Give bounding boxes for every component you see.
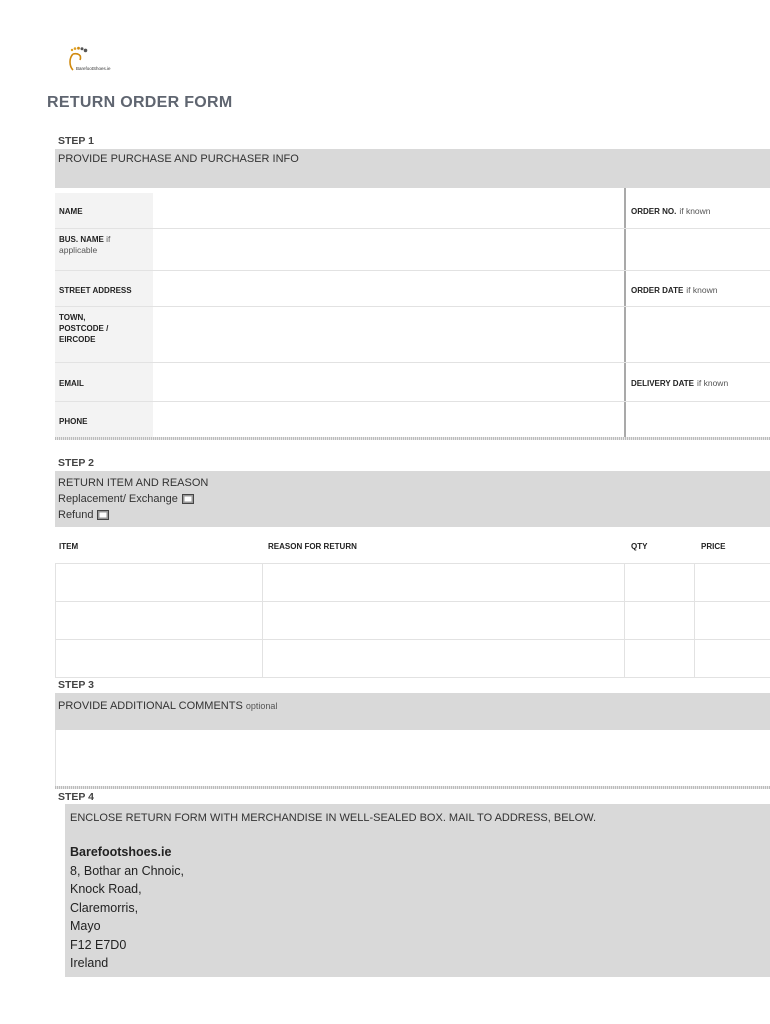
replacement-checkbox[interactable] bbox=[182, 494, 194, 504]
footprint-logo-icon bbox=[62, 44, 132, 78]
step2-header-band bbox=[55, 471, 770, 527]
bus-name-field[interactable] bbox=[153, 229, 623, 270]
reason-column-header: REASON FOR RETURN bbox=[268, 542, 357, 551]
phone-label: PHONE bbox=[59, 417, 88, 426]
qty-cell[interactable] bbox=[625, 602, 694, 639]
qty-cell[interactable] bbox=[625, 640, 694, 677]
step3-heading-note: optional bbox=[245, 701, 278, 711]
step4-instruction: ENCLOSE RETURN FORM WITH MERCHANDISE IN WELL-SEALED BOX. MAIL TO ADDRESS, BELOW. bbox=[70, 812, 597, 824]
name-field[interactable] bbox=[153, 193, 623, 228]
section-divider bbox=[55, 786, 770, 789]
order-no-note: if known bbox=[679, 206, 711, 216]
eircode-label-line: EIRCODE bbox=[59, 335, 96, 344]
price-cell[interactable] bbox=[695, 564, 770, 601]
street-address-label: STREET ADDRESS bbox=[59, 286, 132, 295]
address-line: 8, Bothar an Chnoic, bbox=[70, 863, 184, 878]
step1-label: STEP 1 bbox=[58, 135, 94, 147]
replacement-label: Replacement/ Exchange bbox=[58, 493, 178, 505]
bus-name-label-text: BUS. NAME bbox=[59, 235, 104, 244]
item-cell[interactable] bbox=[56, 640, 262, 677]
qty-cell[interactable] bbox=[625, 564, 694, 601]
address-line: Mayo bbox=[70, 919, 101, 933]
order-no-field[interactable] bbox=[626, 228, 770, 270]
step3-heading: PROVIDE ADDITIONAL COMMENTS bbox=[58, 700, 243, 712]
reason-cell[interactable] bbox=[263, 640, 624, 677]
delivery-date-note: if known bbox=[696, 378, 729, 388]
delivery-date-label bbox=[631, 378, 728, 388]
step2-heading: RETURN ITEM AND REASON bbox=[58, 477, 209, 489]
step3-header-band bbox=[55, 693, 770, 730]
address-line: Ireland bbox=[70, 956, 109, 970]
refund-checkbox[interactable] bbox=[97, 510, 109, 520]
address-line: F12 E7D0 bbox=[70, 937, 127, 952]
bus-name-label bbox=[59, 234, 149, 256]
postcode-label-line: POSTCODE / bbox=[59, 324, 109, 333]
delivery-date-label-text: DELIVERY DATE bbox=[631, 379, 694, 388]
reason-cell[interactable] bbox=[263, 564, 624, 601]
order-date-field[interactable] bbox=[626, 306, 770, 362]
price-cell[interactable] bbox=[695, 640, 770, 677]
page-title: RETURN ORDER FORM bbox=[47, 94, 233, 111]
name-label: NAME bbox=[59, 207, 83, 216]
step2-label: STEP 2 bbox=[58, 457, 94, 469]
order-date-note: if known bbox=[686, 285, 718, 295]
order-date-label-text: ORDER DATE bbox=[631, 286, 684, 295]
address-company: Barefootshoes.ie bbox=[70, 845, 172, 859]
item-column-header: ITEM bbox=[59, 542, 79, 551]
table-row-divider bbox=[55, 677, 770, 678]
delivery-date-field[interactable] bbox=[626, 402, 770, 438]
street-address-field[interactable] bbox=[153, 271, 623, 306]
email-label: EMAIL bbox=[59, 379, 84, 388]
return-address bbox=[70, 843, 184, 973]
address-line: Knock Road, bbox=[70, 882, 142, 896]
reason-cell[interactable] bbox=[263, 602, 624, 639]
step3-heading-block bbox=[58, 700, 277, 712]
price-column-header: PRICE bbox=[701, 542, 726, 551]
refund-label: Refund bbox=[58, 509, 94, 521]
step3-label: STEP 3 bbox=[58, 679, 94, 691]
order-no-label bbox=[631, 206, 711, 216]
town-label-line: TOWN, bbox=[59, 313, 86, 322]
step1-heading: PROVIDE PURCHASE AND PURCHASER INFO bbox=[58, 153, 299, 165]
order-date-label bbox=[631, 285, 717, 295]
order-no-label-text: ORDER NO. bbox=[631, 207, 677, 216]
section-divider bbox=[55, 437, 770, 440]
address-line: Claremorris, bbox=[70, 900, 139, 915]
email-field[interactable] bbox=[153, 363, 623, 401]
phone-field[interactable] bbox=[153, 402, 623, 437]
step1-header-band bbox=[55, 149, 770, 188]
step4-label: STEP 4 bbox=[58, 791, 94, 803]
town-postcode-label bbox=[59, 312, 108, 345]
bus-name-note: if applicable bbox=[59, 234, 111, 255]
refund-option bbox=[58, 507, 208, 523]
qty-column-header: QTY bbox=[631, 542, 648, 551]
comments-field[interactable] bbox=[56, 731, 770, 786]
item-cell[interactable] bbox=[56, 564, 262, 601]
replacement-option bbox=[58, 491, 208, 507]
logo-wordmark: BarefootShoes.ie bbox=[76, 66, 111, 71]
town-postcode-field[interactable] bbox=[153, 307, 623, 362]
step2-heading-block bbox=[58, 475, 208, 523]
item-cell[interactable] bbox=[56, 602, 262, 639]
price-cell[interactable] bbox=[695, 602, 770, 639]
